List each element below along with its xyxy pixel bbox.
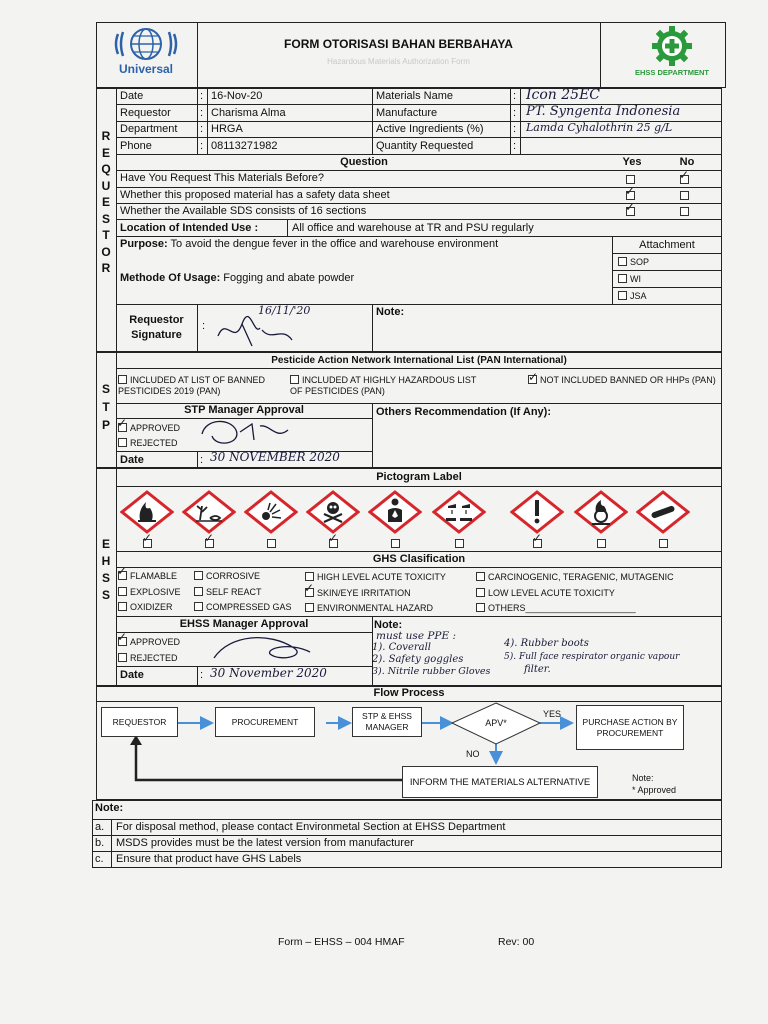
pan-header: Pesticide Action Network International List (PAN International) bbox=[271, 355, 567, 366]
flame-check-mark: ✓ bbox=[142, 531, 153, 545]
manufacture-value[interactable]: PT. Syngenta Indonesia bbox=[526, 104, 681, 119]
ehss-manager-signature[interactable] bbox=[210, 630, 330, 666]
ehss-approved-option[interactable]: APPROVED bbox=[118, 637, 180, 648]
ehss-date-value[interactable]: 30 November 2020 bbox=[210, 666, 327, 680]
manufacture-label: Manufacture bbox=[376, 107, 438, 119]
ehss-rejected-option[interactable]: REJECTED bbox=[118, 653, 178, 664]
flow-inform-node: INFORM THE MATERIALS ALTERNATIVE bbox=[402, 766, 598, 798]
stp-approved-option[interactable]: APPROVED bbox=[118, 423, 180, 434]
pan-option-hhp[interactable]: INCLUDED AT HIGHLY HAZARDOUS LIST OF PESTICIDES (PAN) bbox=[290, 375, 477, 396]
location-value[interactable]: All office and warehouse at TR and PSU regularly bbox=[292, 222, 534, 234]
universal-logo bbox=[110, 26, 182, 76]
ghs-self-react[interactable]: SELF REACT bbox=[194, 587, 262, 598]
attachment-header: Attachment bbox=[639, 239, 695, 251]
requestor-side-label: R E Q U E S T O R bbox=[101, 129, 111, 275]
ghs-corrosive[interactable]: CORROSIVE bbox=[194, 571, 260, 582]
ehss-note-label: Note: bbox=[374, 619, 403, 631]
note-item-a: For disposal method, please contact Environmetal Section at EHSS Department bbox=[116, 821, 506, 833]
pan-not-included-check-mark: ✓ bbox=[528, 370, 539, 384]
question-3: Whether the Available SDS consists of 16 sections bbox=[120, 205, 367, 217]
ghs-compressed-gas[interactable]: COMPRESSED GAS bbox=[194, 602, 292, 613]
flow-purchase-node: PURCHASE ACTION BY PROCUREMENT bbox=[576, 705, 684, 750]
note-item-c-key: c. bbox=[95, 853, 104, 865]
q2-no-checkbox[interactable] bbox=[680, 191, 689, 200]
note-item-b: MSDS provides must be the latest version from manufacturer bbox=[116, 837, 414, 849]
ehss-approved-check-mark: ✓ bbox=[117, 630, 128, 644]
requestor-label: Requestor bbox=[120, 107, 171, 119]
phone-value[interactable]: 08113271982 bbox=[211, 140, 278, 152]
stp-approved-check-mark: ✓ bbox=[117, 416, 128, 430]
ghs-carcinogenic[interactable]: CARCINOGENIC, TERAGENIC, MUTAGENIC bbox=[476, 572, 674, 583]
active-ingredients-label: Active Ingredients (%) bbox=[376, 123, 484, 135]
question-2: Whether this proposed material has a safety data sheet bbox=[120, 189, 390, 201]
corrosion-icon bbox=[432, 490, 486, 539]
signature-label: Requestor Signature bbox=[129, 314, 184, 341]
stp-approval-header: STP Manager Approval bbox=[184, 404, 304, 416]
flow-requestor-node: REQUESTOR bbox=[101, 707, 178, 737]
flow-yes-label: YES bbox=[543, 709, 562, 719]
ehss-date-label: Date bbox=[120, 669, 144, 681]
active-ingredients-value[interactable]: Lamda Cyhalothrin 25 g/L bbox=[526, 121, 673, 134]
pictogram-header: Pictogram Label bbox=[376, 471, 462, 483]
note-item-c: Ensure that product have GHS Labels bbox=[116, 853, 302, 865]
stp-date-label: Date bbox=[120, 454, 144, 466]
note-item-b-key: b. bbox=[95, 837, 105, 849]
stp-manager-signature[interactable] bbox=[196, 414, 296, 450]
flow-no-label: NO bbox=[466, 749, 480, 759]
flow-stp-ehss-node: STP & EHSS MANAGER bbox=[352, 707, 422, 737]
flow-apv-node: APV* bbox=[485, 718, 507, 728]
globe-icon bbox=[110, 26, 182, 62]
phone-label: Phone bbox=[120, 140, 152, 152]
requestor-note-label: Note: bbox=[376, 306, 405, 318]
ghs-skin-eye-check-mark: ✓ bbox=[304, 581, 315, 595]
ghs-low-acute-toxicity[interactable]: LOW LEVEL ACUTE TOXICITY bbox=[476, 588, 615, 599]
flow-note-value: * Approved bbox=[632, 785, 677, 795]
note-item-a-key: a. bbox=[95, 821, 105, 833]
q3-no-checkbox[interactable] bbox=[680, 207, 689, 216]
ehss-logo bbox=[630, 24, 714, 80]
date-value[interactable]: 16-Nov-20 bbox=[211, 90, 263, 102]
signature-date: 16/11/'20 bbox=[258, 304, 311, 317]
explosive-icon bbox=[244, 490, 298, 539]
health-hazard-icon bbox=[368, 490, 422, 539]
question-1: Have You Request This Materials Before? bbox=[120, 172, 325, 184]
ghs-high-acute-toxicity[interactable]: HIGH LEVEL ACUTE TOXICITY bbox=[305, 572, 446, 583]
ghs-environmental-hazard[interactable]: ENVIRONMENTAL HAZARD bbox=[305, 603, 433, 614]
usage-field[interactable]: Methode Of Usage: Fogging and abate powder bbox=[120, 272, 355, 284]
gear-cross-icon bbox=[630, 24, 714, 68]
quantity-requested-label: Quantity Requested bbox=[376, 140, 474, 152]
ehss-side-label: E H S S bbox=[101, 537, 111, 602]
flow-header: Flow Process bbox=[373, 687, 445, 699]
materials-name-value[interactable]: Icon 25EC bbox=[526, 87, 601, 103]
ehss-note-content[interactable]: must use PPE : 1). Coverall 2). Safety goggles 3). Nitrile rubber Gloves 4). Rubber boots 5). Full face respirator organic vapour filter. bbox=[372, 630, 680, 677]
explosive-checkbox[interactable] bbox=[267, 539, 276, 548]
health-hazard-checkbox[interactable] bbox=[391, 539, 400, 548]
purpose-field[interactable]: Purpose: To avoid the dengue fever in the office and warehouse environment bbox=[120, 238, 499, 250]
exclamation-check-mark: ✓ bbox=[532, 531, 543, 545]
pan-option-not-included[interactable]: NOT INCLUDED BANNED OR HHPs (PAN) bbox=[528, 375, 718, 386]
oxidizer-checkbox[interactable] bbox=[597, 539, 606, 548]
ghs-others[interactable]: OTHERS______________________ bbox=[476, 603, 636, 614]
oxidizer-icon bbox=[574, 490, 628, 539]
department-value[interactable]: HRGA bbox=[211, 123, 243, 135]
pan-option-banned[interactable]: INCLUDED AT LIST OF BANNED PESTICIDES 2019 (PAN) bbox=[118, 375, 266, 396]
requestor-value[interactable]: Charisma Alma bbox=[211, 107, 286, 119]
corrosion-checkbox[interactable] bbox=[455, 539, 464, 548]
revision: Rev: 00 bbox=[498, 936, 535, 948]
department-label: Department bbox=[120, 123, 178, 135]
date-label: Date bbox=[120, 90, 144, 102]
notes-header: Note: bbox=[95, 802, 124, 814]
q1-no-check-mark: ✓ bbox=[679, 168, 690, 182]
stp-date-value[interactable]: 30 NOVEMBER 2020 bbox=[210, 450, 340, 464]
gas-cylinder-icon bbox=[636, 490, 690, 539]
attachment-wi[interactable]: WI bbox=[618, 274, 641, 285]
q2-yes-check-mark: ✓ bbox=[625, 184, 636, 198]
logo-text: Universal bbox=[118, 62, 174, 76]
ghs-flamable-check-mark: ✓ bbox=[117, 564, 128, 578]
flow-note-label: Note: bbox=[632, 773, 654, 783]
form-code: Form – EHSS – 004 HMAF bbox=[278, 936, 405, 948]
ehss-approval-header: EHSS Manager Approval bbox=[179, 618, 309, 630]
skull-check-mark: ✓ bbox=[328, 531, 339, 545]
others-recommendation-label: Others Recommendation (If Any): bbox=[376, 406, 551, 418]
flow-procurement-node: PROCUREMENT bbox=[215, 707, 315, 737]
form-title: FORM OTORISASI BAHAN BERBAHAYA bbox=[284, 37, 513, 51]
stp-side-label: S T P bbox=[101, 382, 110, 432]
attachment-sop[interactable]: SOP bbox=[618, 257, 649, 268]
materials-name-label: Materials Name bbox=[376, 90, 454, 102]
location-label: Location of Intended Use : bbox=[120, 222, 259, 234]
yes-header: Yes bbox=[622, 156, 642, 168]
no-header: No bbox=[679, 156, 695, 168]
stp-rejected-option[interactable]: REJECTED bbox=[118, 438, 178, 449]
ghs-flamable[interactable]: FLAMABLE bbox=[118, 571, 177, 582]
ghs-skin-eye-irritation[interactable]: SKIN/EYE IRRITATION bbox=[305, 588, 411, 599]
gas-cylinder-checkbox[interactable] bbox=[659, 539, 668, 548]
ghs-header: GHS Clasification bbox=[372, 553, 466, 565]
form-subtitle: Hazardous Materials Authorization Form bbox=[327, 57, 470, 66]
environment-check-mark: ✓ bbox=[204, 531, 215, 545]
ghs-oxidizer[interactable]: OXIDIZER bbox=[118, 602, 173, 613]
ehss-dept-label: EHSS DEPARTMENT bbox=[634, 68, 710, 77]
question-header: Question bbox=[340, 156, 388, 168]
q1-yes-checkbox[interactable] bbox=[626, 175, 635, 184]
ghs-explosive[interactable]: EXPLOSIVE bbox=[118, 587, 181, 598]
q3-yes-check-mark: ✓ bbox=[625, 200, 636, 214]
attachment-jsa[interactable]: JSA bbox=[618, 291, 647, 302]
